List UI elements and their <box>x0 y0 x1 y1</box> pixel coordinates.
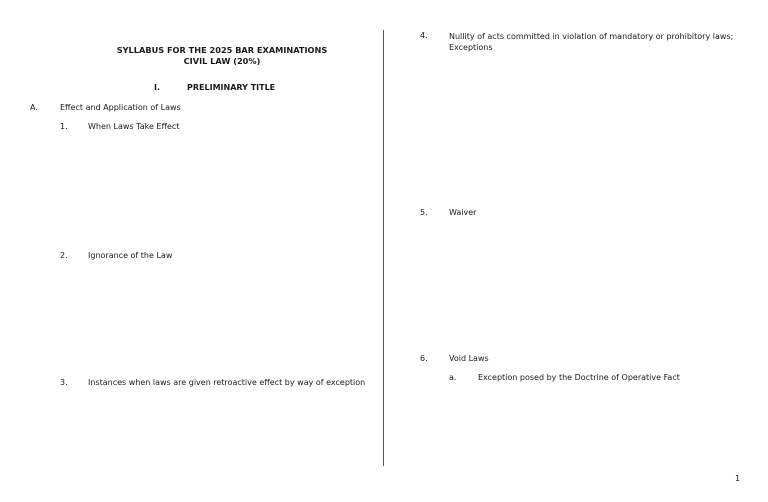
item-text: Waiver <box>449 208 477 217</box>
syllabus-title: SYLLABUS FOR THE 2025 BAR EXAMINATIONS <box>116 45 328 55</box>
item-number: 4. <box>420 31 428 40</box>
sub-item-letter: a. <box>449 373 457 382</box>
item-number: 2. <box>60 251 68 260</box>
item-text: Void Laws <box>449 354 489 363</box>
item-number: 6. <box>420 354 428 363</box>
page-number: 1 <box>735 474 741 483</box>
item-number: 5. <box>420 208 428 217</box>
item-text: Instances when laws are given retroactive effect by way of exception <box>88 378 366 387</box>
item-number: 1. <box>60 122 68 131</box>
sub-item-text: Exception posed by the Doctrine of Operative Fact <box>478 373 680 382</box>
part-title: Effect and Application of Laws <box>60 103 181 112</box>
section-title: PRELIMINARY TITLE <box>187 83 276 92</box>
item-text: When Laws Take Effect <box>88 122 180 131</box>
subject-title: CIVIL LAW (20%) <box>183 56 261 66</box>
item-number: 3. <box>60 378 68 387</box>
column-divider <box>383 30 384 466</box>
section-numeral: I. <box>154 83 161 92</box>
part-letter: A. <box>30 103 38 112</box>
item-text: Ignorance of the Law <box>88 251 173 260</box>
item-text: Nullity of acts committed in violation of mandatory or prohibitory laws; Exceptions <box>449 32 734 52</box>
